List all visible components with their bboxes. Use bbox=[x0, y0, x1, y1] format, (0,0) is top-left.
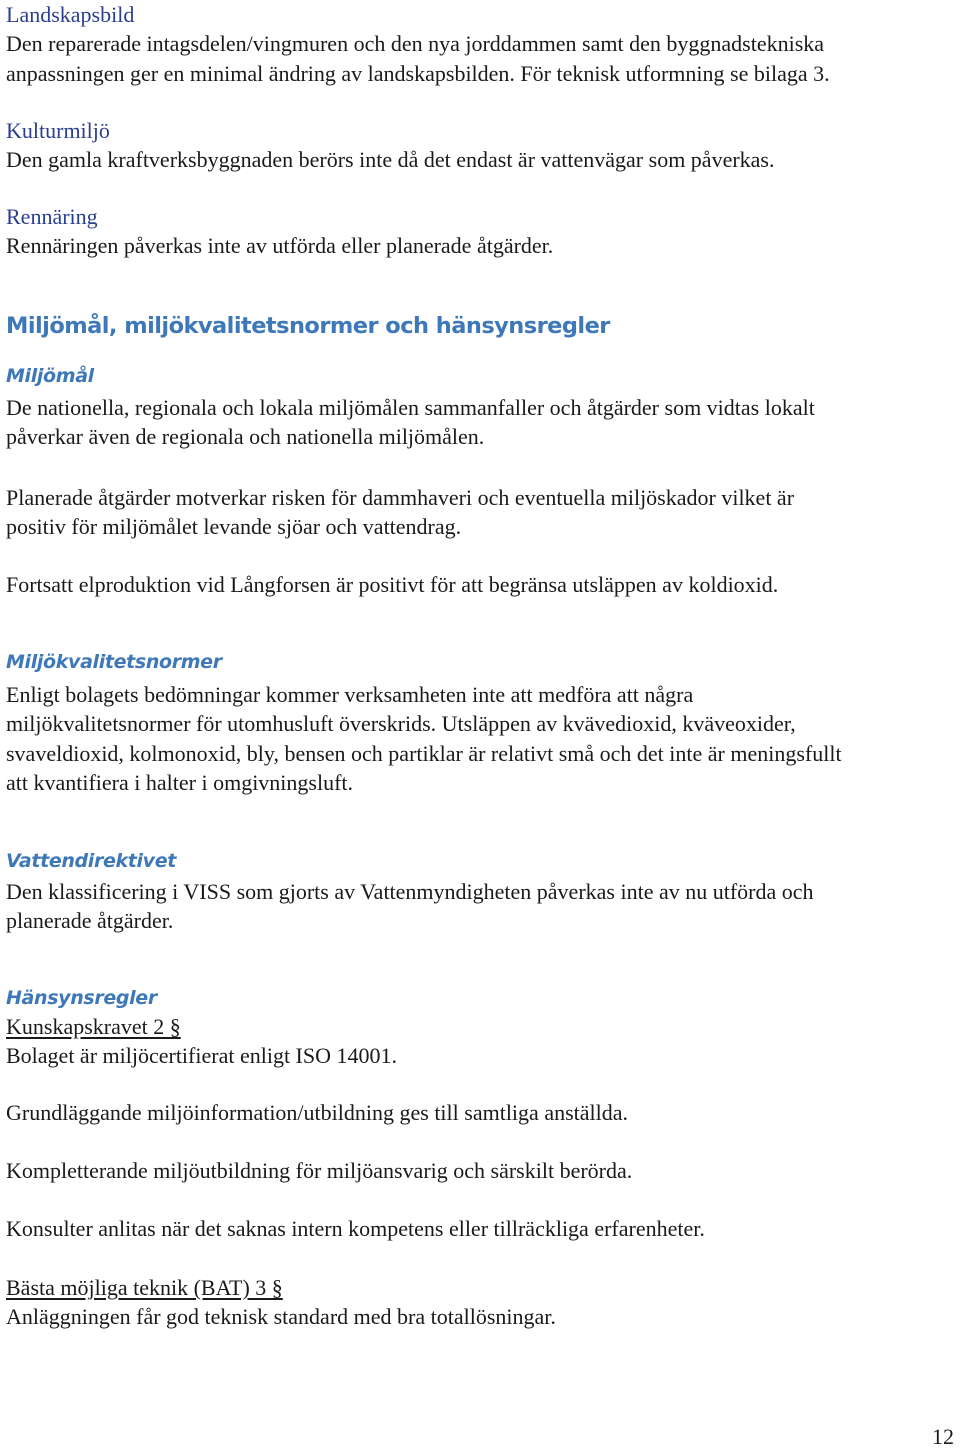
subheading-landskapsbild: Landskapsbild bbox=[6, 2, 135, 27]
paragraph-line: positiv för miljömålet levande sjöar och vattendrag. bbox=[6, 514, 462, 540]
paragraph-line: miljökvalitetsnormer för utomhusluft överskrids. Utsläppen av kvävedioxid, kväveoxider, bbox=[6, 711, 796, 737]
paragraph-miljomal-3 bbox=[6, 570, 954, 599]
paragraph-line: Rennäringen påverkas inte av utförda eller planerade åtgärder. bbox=[6, 233, 554, 259]
paragraph-line: Bolaget är miljöcertifierat enligt ISO 14001. bbox=[6, 1043, 398, 1069]
section-rennaring bbox=[6, 202, 954, 261]
kunskapskravet-block bbox=[6, 1012, 954, 1071]
paragraph-line: De nationella, regionala och lokala miljömålen sammanfaller och åtgärder som vidtas lokalt bbox=[6, 395, 815, 420]
paragraph-line: svaveldioxid, kolmonoxid, bly, bensen och partiklar är relativt små och det inte är meningsfullt bbox=[6, 740, 842, 766]
paragraph-line: anpassningen ger en minimal ändring av landskapsbilden. För teknisk utformning se bilaga 3. bbox=[6, 60, 830, 86]
paragraph-vattendirektivet bbox=[6, 877, 954, 936]
paragraph-line: Konsulter anlitas när det saknas intern kompetens eller tillräckliga erfarenheter. bbox=[6, 1216, 705, 1241]
subheading-miljomal: Miljömål bbox=[6, 365, 94, 387]
paragraph-miljomal-2 bbox=[6, 483, 954, 542]
paragraph-kunskap-3 bbox=[6, 1156, 954, 1185]
paragraph-line: planerade åtgärder. bbox=[6, 908, 174, 934]
paragraph-line: Den klassificering i VISS som gjorts av Vattenmyndigheten påverkas inte av nu utförda och bbox=[6, 879, 814, 904]
paragraph-line: påverkar även de regionala och nationella miljömålen. bbox=[6, 424, 485, 450]
paragraph-line: Fortsatt elproduktion vid Långforsen är positivt för att begränsa utsläppen av koldioxid. bbox=[6, 572, 779, 597]
paragraph-miljomal-1 bbox=[6, 393, 954, 452]
subheading-vattendirektivet: Vattendirektivet bbox=[6, 850, 176, 872]
paragraph-line: Kompletterande miljöutbildning för miljöansvarig och särskilt berörda. bbox=[6, 1158, 633, 1183]
paragraph-line: Anläggningen får god teknisk standard med bra totallösningar. bbox=[6, 1304, 556, 1330]
bat-heading: Bästa möjliga teknik (BAT) 3 § bbox=[6, 1275, 283, 1300]
subheading-rennaring: Rennäring bbox=[6, 204, 98, 229]
page-number: 12 bbox=[932, 1424, 954, 1449]
subheading-miljokvalitetsnormer: Miljökvalitetsnormer bbox=[6, 651, 222, 673]
paragraph-kunskap-4 bbox=[6, 1214, 954, 1243]
section-landskapsbild bbox=[6, 0, 954, 88]
paragraph-miljokvalitetsnormer bbox=[6, 680, 954, 798]
paragraph-line: Den reparerade intagsdelen/vingmuren och den nya jorddammen samt den byggnadstekniska bbox=[6, 31, 825, 57]
section-heading-miljomal-normer-regler: Miljömål, miljökvalitetsnormer och hänsynsregler bbox=[6, 313, 610, 339]
paragraph-line: att kvantifiera i halter i omgivningsluft. bbox=[6, 770, 354, 796]
subheading-kulturmiljo: Kulturmiljö bbox=[6, 118, 110, 143]
kunskapskravet-heading: Kunskapskravet 2 § bbox=[6, 1014, 181, 1039]
paragraph-line: Den gamla kraftverksbyggnaden berörs inte då det endast är vattenvägar som påverkas. bbox=[6, 147, 775, 173]
paragraph-kunskap-2 bbox=[6, 1098, 954, 1127]
subheading-hansynsregler: Hänsynsregler bbox=[6, 987, 157, 1009]
bat-block bbox=[6, 1273, 954, 1332]
paragraph-line: Enligt bolagets bedömningar kommer verksamheten inte att medföra att några bbox=[6, 682, 694, 707]
paragraph-line: Grundläggande miljöinformation/utbildning ges till samtliga anställda. bbox=[6, 1100, 629, 1125]
section-kulturmiljo bbox=[6, 116, 954, 175]
paragraph-line: Planerade åtgärder motverkar risken för dammhaveri och eventuella miljöskador vilket är bbox=[6, 485, 795, 510]
